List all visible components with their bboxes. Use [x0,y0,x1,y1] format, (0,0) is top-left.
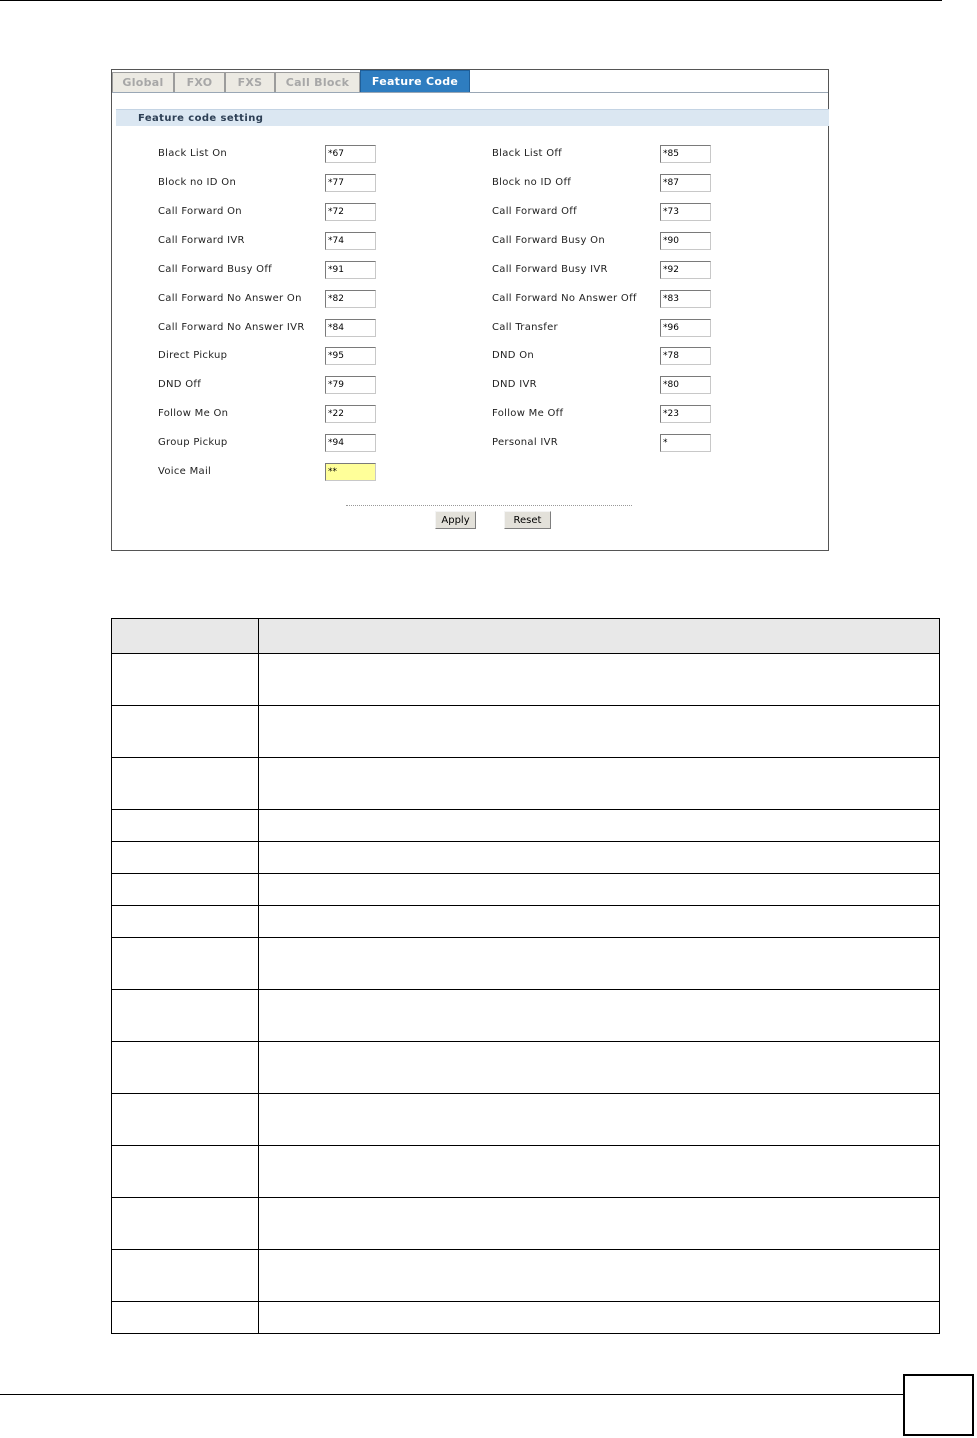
field-description-table [111,618,940,1334]
field-label: Follow Me Off [492,408,564,419]
follow-me-on-input[interactable] [325,405,376,423]
reset-button[interactable]: Reset [504,511,551,529]
table-header-cell [112,619,259,654]
field-label: Block no ID On [158,177,237,188]
call-forward-on-input[interactable] [325,203,376,221]
tab-global[interactable]: Global [112,72,174,92]
page-header-rule [0,0,942,1]
table-header-row [112,619,940,654]
field-label: Direct Pickup [158,350,228,361]
field-label: Call Forward No Answer IVR [158,322,305,333]
call-forward-ivr-input[interactable] [325,232,376,250]
field-label: Call Forward No Answer On [158,293,302,304]
table-row [112,1250,940,1302]
field-label: Voice Mail [158,466,212,477]
block-no-id-off-input[interactable] [660,174,711,192]
black-list-on-input[interactable] [325,145,376,163]
field-label: DND On [492,350,535,361]
feature-code-screen [111,69,829,551]
field-label: Call Forward Busy IVR [492,264,608,275]
call-forward-no-answer-on-input[interactable] [325,290,376,308]
field-label: Personal IVR [492,437,559,448]
block-no-id-on-input[interactable] [325,174,376,192]
dnd-ivr-input[interactable] [660,376,711,394]
call-forward-busy-ivr-input[interactable] [660,261,711,279]
field-label: Black List On [158,148,228,159]
dnd-on-input[interactable] [660,347,711,365]
apply-button[interactable]: Apply [435,511,476,529]
table-row [112,938,940,990]
field-label: Call Transfer [492,322,558,333]
call-forward-no-answer-ivr-input[interactable] [325,319,376,337]
voice-mail-input[interactable] [325,463,376,481]
follow-me-off-input[interactable] [660,405,711,423]
table-header-cell [259,619,940,654]
tab-bar [112,70,828,93]
table-row [112,1042,940,1094]
call-forward-off-input[interactable] [660,203,711,221]
table-row [112,1302,940,1334]
section-title: Feature code setting [116,109,829,126]
field-label: Call Forward Off [492,206,577,217]
call-forward-busy-off-input[interactable] [325,261,376,279]
field-label: DND IVR [492,379,537,390]
tab-feature-code[interactable]: Feature Code [360,70,470,92]
field-label: Call Forward Busy Off [158,264,272,275]
tab-call-block[interactable]: Call Block [275,72,360,92]
page-number-box [903,1374,974,1436]
field-label: Call Forward IVR [158,235,245,246]
call-forward-no-answer-off-input[interactable] [660,290,711,308]
direct-pickup-input[interactable] [325,347,376,365]
call-forward-busy-on-input[interactable] [660,232,711,250]
table-row [112,906,940,938]
field-label: Call Forward On [158,206,242,217]
field-label: DND Off [158,379,202,390]
button-separator [346,505,632,506]
field-label: Follow Me On [158,408,229,419]
table-row [112,990,940,1042]
table-row [112,810,940,842]
field-label: Block no ID Off [492,177,572,188]
tab-fxo[interactable]: FXO [174,72,225,92]
field-label: Group Pickup [158,437,228,448]
field-label: Call Forward Busy On [492,235,605,246]
table-row [112,1094,940,1146]
tab-fxs[interactable]: FXS [225,72,275,92]
table-row [112,842,940,874]
table-row [112,706,940,758]
table-row [112,758,940,810]
field-label: Black List Off [492,148,563,159]
black-list-off-input[interactable] [660,145,711,163]
table-row [112,1198,940,1250]
dnd-off-input[interactable] [325,376,376,394]
personal-ivr-input[interactable] [660,434,711,452]
call-transfer-input[interactable] [660,319,711,337]
group-pickup-input[interactable] [325,434,376,452]
table-row [112,1146,940,1198]
table-row [112,874,940,906]
page-footer-rule [0,1394,904,1395]
table-row [112,654,940,706]
field-label: Call Forward No Answer Off [492,293,637,304]
